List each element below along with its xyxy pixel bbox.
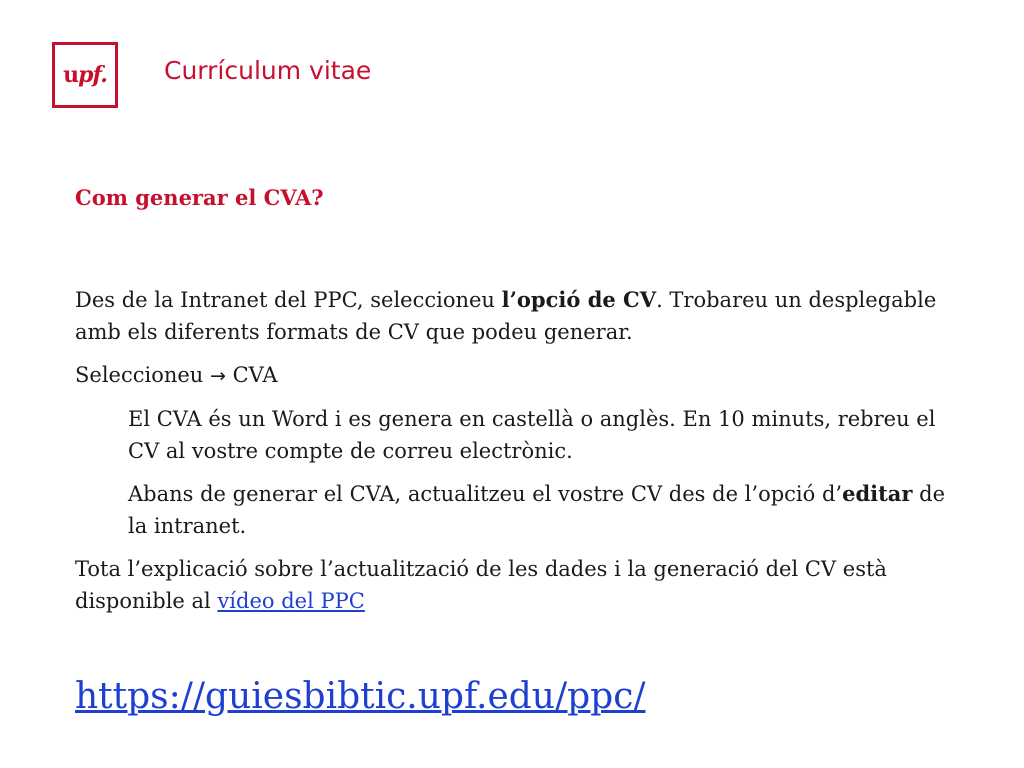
arrow-right-icon: → [210, 365, 226, 387]
logo-text-u: u [63, 62, 79, 88]
text: Des de la Intranet del PPC, seleccioneu [75, 288, 502, 312]
upf-logo [52, 42, 118, 108]
section-heading: Com generar el CVA? [75, 185, 324, 210]
text: de la intranet. [128, 482, 946, 538]
paragraph-intranet [75, 284, 965, 348]
page-title: Currículum vitae [164, 56, 372, 85]
guide-url-link[interactable]: https://guiesbibtic.upf.edu/ppc/ [75, 676, 646, 717]
text: Tota l’explicació sobre l’actualització de les dades i la generació del CV està disponible al [75, 557, 887, 613]
text: Seleccioneu [75, 363, 210, 387]
text: . Trobareu un desplegable amb els diferents formats de CV que podeu generar. [75, 288, 937, 344]
body-content [75, 284, 965, 628]
text: Abans de generar el CVA, actualitzeu el vostre CV des de l’opció d’ [128, 482, 843, 506]
paragraph-video [75, 553, 965, 617]
text: CVA [225, 363, 278, 387]
logo-text-pf: pf. [78, 62, 107, 88]
text-bold: l’opció de CV [501, 287, 657, 312]
paragraph-cva-info: El CVA és un Word i es genera en castellà o anglès. En 10 minuts, rebreu el CV al vostre compte de correu electrònic. [128, 407, 936, 463]
paragraph-update [75, 478, 965, 542]
video-link[interactable]: vídeo del PPC [217, 589, 365, 613]
paragraph-select [75, 359, 965, 392]
text-bold: editar [842, 481, 913, 506]
